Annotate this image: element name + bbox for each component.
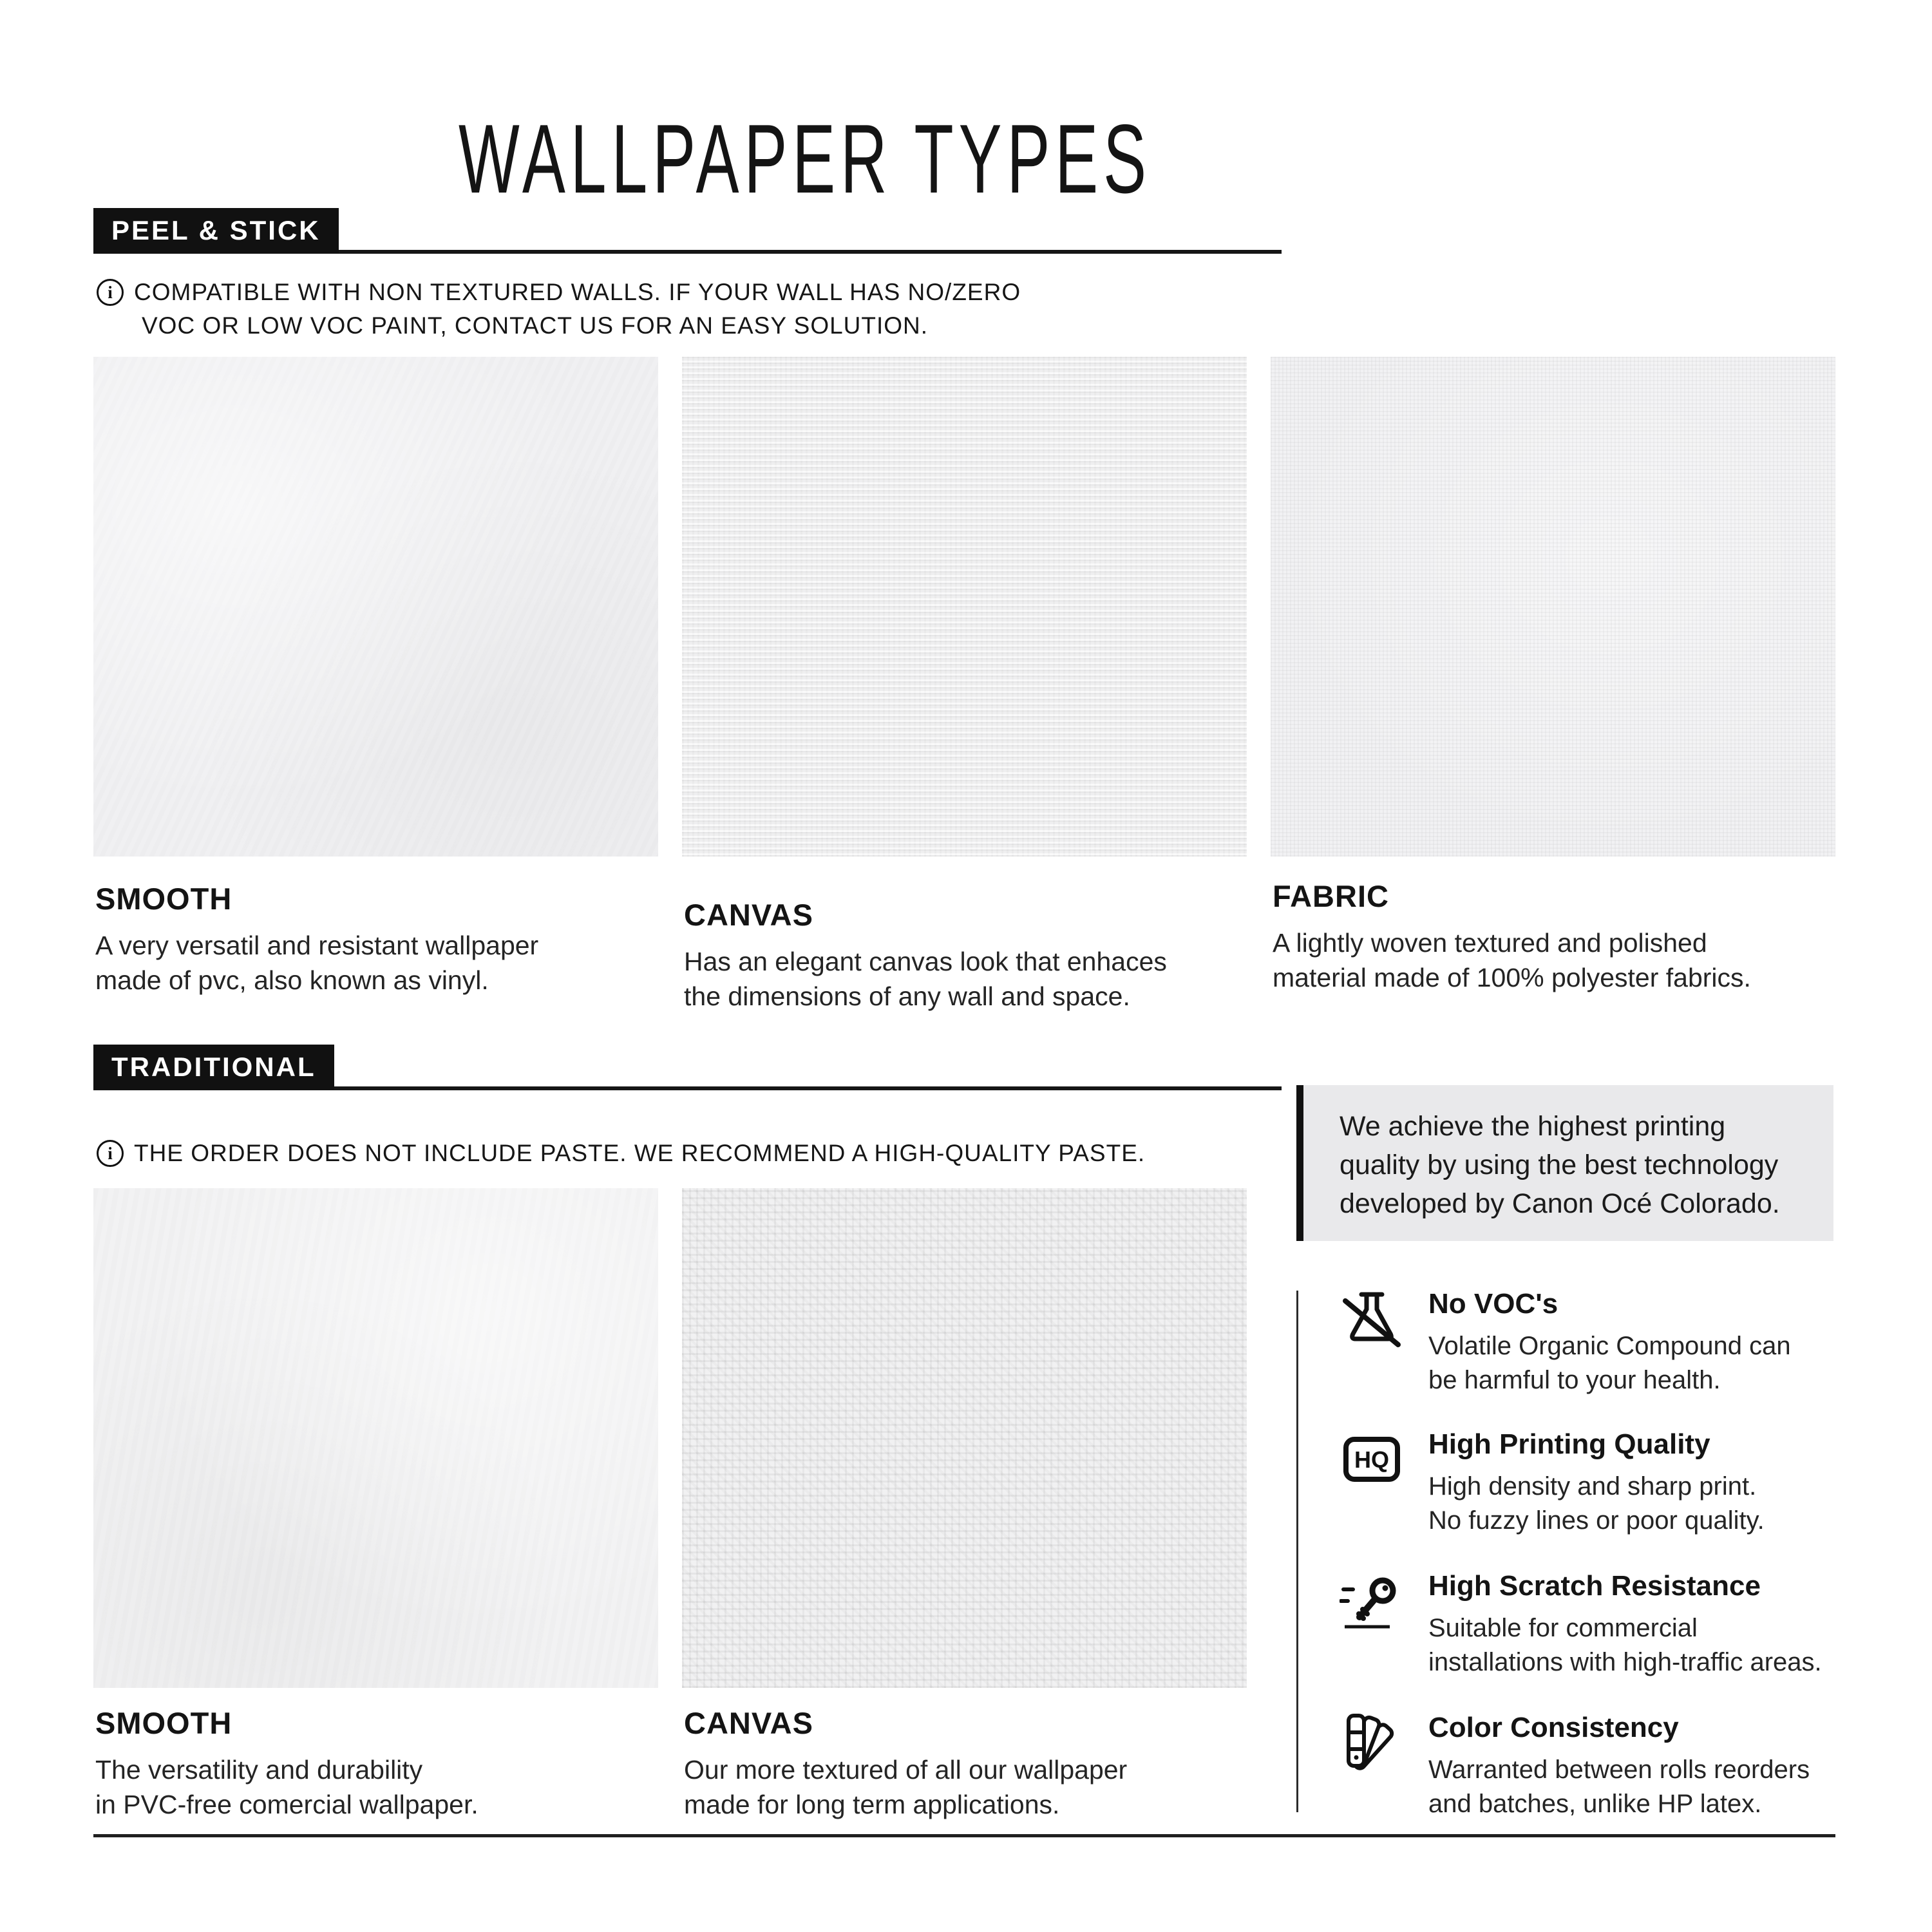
swatch-description: in PVC-free comercial wallpaper. xyxy=(95,1790,478,1819)
feature-description: High density and sharp print. xyxy=(1428,1472,1757,1501)
info-line: VOC OR LOW VOC PAINT, CONTACT US FOR AN EASY SOLUTION. xyxy=(142,312,929,339)
caption-peel-fabric xyxy=(1273,878,1837,995)
caption-traditional-canvas xyxy=(684,1705,1249,1822)
feature-title: High Printing Quality xyxy=(1428,1428,1710,1460)
feature-high-printing-quality xyxy=(1340,1428,1848,1538)
feature-text xyxy=(1428,1712,1810,1821)
feature-description: installations with high-traffic areas. xyxy=(1428,1648,1822,1676)
color-swatchbook-icon xyxy=(1340,1712,1404,1776)
info-icon: i xyxy=(97,1140,124,1167)
swatch-description: made for long term applications. xyxy=(684,1790,1060,1819)
swatch-description: A very versatil and resistant wallpaper xyxy=(95,931,539,960)
info-icon: i xyxy=(97,279,124,306)
caption-traditional-smooth xyxy=(95,1705,660,1822)
caption-peel-smooth xyxy=(95,881,660,998)
swatch-description: The versatility and durability xyxy=(95,1755,423,1785)
swatch-description: the dimensions of any wall and space. xyxy=(684,981,1130,1011)
caption-peel-canvas xyxy=(684,897,1249,1014)
quote-line: quality by using the best technology xyxy=(1340,1150,1779,1180)
feature-description: and batches, unlike HP latex. xyxy=(1428,1790,1762,1818)
swatch-title: CANVAS xyxy=(684,898,813,932)
swatch-description: A lightly woven textured and polished xyxy=(1273,928,1707,958)
traditional-info-text xyxy=(134,1137,1145,1170)
swatch-image-peel-smooth xyxy=(93,357,658,857)
swatch-title: SMOOTH xyxy=(95,1706,232,1740)
swatch-image-traditional-smooth xyxy=(93,1188,658,1688)
printing-quality-panel xyxy=(1296,1085,1833,1241)
hq-print-icon xyxy=(1340,1428,1404,1493)
swatch-description: Our more textured of all our wallpaper xyxy=(684,1755,1128,1785)
hq-icon-label: HQ xyxy=(1354,1446,1389,1473)
feature-high-scratch-resistance xyxy=(1340,1570,1848,1680)
feature-title: No VOC's xyxy=(1428,1288,1558,1320)
section-badge-peel-stick: PEEL & STICK xyxy=(93,208,339,253)
traditional-info-note xyxy=(97,1137,1145,1170)
swatch-title: CANVAS xyxy=(684,1706,813,1740)
swatch-image-peel-canvas xyxy=(682,357,1247,857)
info-line: THE ORDER DOES NOT INCLUDE PASTE. WE RECOMMEND A HIGH-QUALITY PASTE. xyxy=(134,1140,1146,1166)
feature-text xyxy=(1428,1570,1822,1680)
feature-description: be harmful to your health. xyxy=(1428,1366,1721,1394)
info-line: COMPATIBLE WITH NON TEXTURED WALLS. IF YOUR WALL HAS NO/ZERO xyxy=(134,279,1021,305)
feature-description: No fuzzy lines or poor quality. xyxy=(1428,1506,1765,1535)
feature-description: Suitable for commercial xyxy=(1428,1614,1698,1642)
peel-stick-info-text xyxy=(134,276,1021,343)
swatch-description: Has an elegant canvas look that enhaces xyxy=(684,947,1167,976)
no-voc-flask-icon xyxy=(1340,1288,1404,1352)
swatch-description: made of pvc, also known as vinyl. xyxy=(95,965,489,995)
section-badge-traditional: TRADITIONAL xyxy=(93,1045,334,1090)
feature-text xyxy=(1428,1288,1791,1397)
page-title: WALLPAPER TYPES xyxy=(459,104,1151,214)
swatch-title: FABRIC xyxy=(1273,879,1389,913)
features-divider-line xyxy=(1296,1291,1298,1812)
feature-description: Warranted between rolls reorders xyxy=(1428,1756,1810,1784)
feature-description: Volatile Organic Compound can xyxy=(1428,1332,1791,1360)
swatch-image-traditional-canvas xyxy=(682,1188,1247,1688)
swatch-title: SMOOTH xyxy=(95,882,232,916)
scratch-key-icon xyxy=(1340,1570,1404,1634)
swatch-image-peel-fabric xyxy=(1271,357,1835,857)
peel-stick-info-note xyxy=(97,276,1021,343)
quote-line: We achieve the highest printing xyxy=(1340,1111,1726,1142)
feature-color-consistency xyxy=(1340,1712,1848,1821)
feature-no-voc xyxy=(1340,1288,1848,1397)
quote-line: developed by Canon Océ Colorado. xyxy=(1340,1188,1780,1219)
swatch-description: material made of 100% polyester fabrics. xyxy=(1273,963,1751,992)
feature-title: High Scratch Resistance xyxy=(1428,1570,1761,1602)
feature-text xyxy=(1428,1428,1765,1538)
bottom-separator-line xyxy=(93,1834,1835,1837)
feature-title: Color Consistency xyxy=(1428,1712,1679,1743)
